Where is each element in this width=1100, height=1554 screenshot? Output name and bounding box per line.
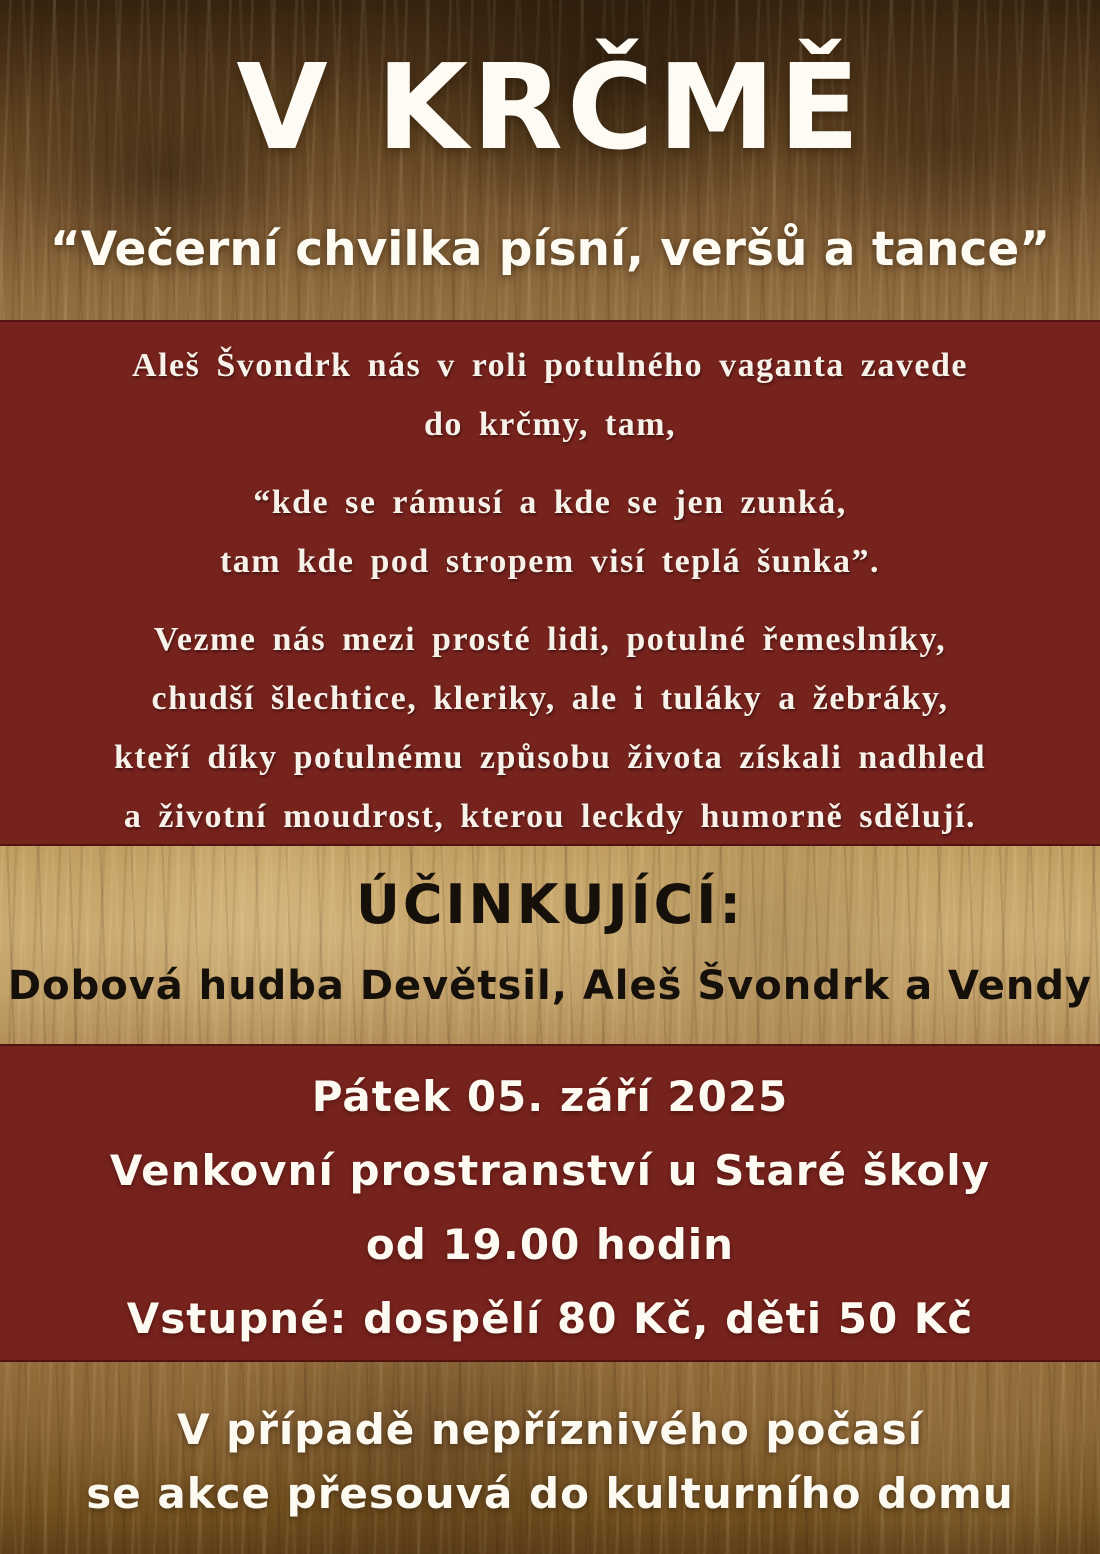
weather-notice [0,1362,1100,1554]
description-line-1: Vezme nás mezi prosté lidi, potulné řemeslníky, [153,621,947,658]
intro-text-block [0,320,1100,846]
description-paragraph [0,610,1100,846]
event-price: Vstupné: dospělí 80 Kč, děti 50 Kč [126,1294,974,1343]
weather-notice-line-2: se akce přesouvá do kulturního domu [86,1469,1014,1518]
intro-line-1: Aleš Švondrk nás v roli potulného vaganta zavede [132,347,968,384]
event-date: Pátek 05. září 2025 [311,1072,789,1121]
description-line-3: kteří díky potulnému způsobu života získali nadhled [113,739,986,776]
event-time: od 19.00 hodin [365,1220,735,1269]
performers-heading: ÚČINKUJÍCÍ: [355,873,744,936]
poster-subtitle: “Večerní chvilka písní, veršů a tance” [49,222,1051,277]
event-details-block [0,1044,1100,1362]
weather-notice-line-1: V případě nepříznivého počasí [177,1405,923,1454]
description-line-4: a životní moudrost, kterou leckdy humorně sdělují. [123,798,977,835]
performers-names: Dobová hudba Devětsil, Aleš Švondrk a Vendy [7,963,1093,1009]
quote-line-1: “kde se rámusí a kde se jen zunká, [253,484,847,521]
event-venue: Venkovní prostranství u Staré školy [109,1146,991,1195]
performers-section [0,846,1100,1044]
intro-paragraph [0,336,1100,454]
description-line-2: chudší šlechtice, kleriky, ale i tuláky a žebráky, [151,680,949,717]
quote-line-2: tam kde pod stropem visí teplá šunka”. [219,543,881,580]
poster-title: V KRČMĚ [236,38,864,176]
tavern-quote [0,473,1100,591]
intro-line-2: do krčmy, tam, [423,406,677,443]
